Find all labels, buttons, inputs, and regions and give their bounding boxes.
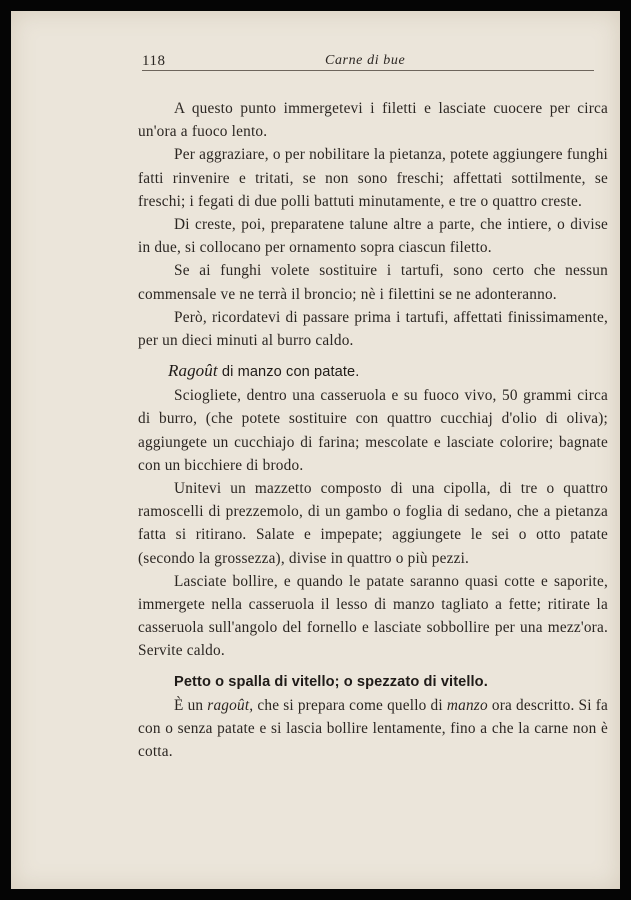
recipe-heading-ragout bbox=[168, 359, 608, 384]
book-page bbox=[11, 11, 620, 889]
paragraph-ragout-butter: Sciogliete, dentro una casseruola e su fuoco vivo, 50 grammi circa di burro, (che potete sostituire con quattro cucchiaj d'olio di oliva); aggiungete un cucchiajo di farina; mescolate e lasciate colorire; bagnate con un bicchiere di brodo. bbox=[138, 387, 608, 474]
vitello-text-a: È un bbox=[174, 696, 208, 714]
vitello-text-ragout: ragoût, bbox=[207, 696, 254, 714]
paragraph-ragout-bouquet: Unitevi un mazzetto composto di una cipolla, di tre o quattro ramoscelli di prezzemolo, di un gambo o foglia di sedano, che a pietanza fatta si ritirano. Salate e impepate; aggiungete le sei o otto patate (secondo la grossezza), divise in quattro o più pezzi. bbox=[138, 480, 608, 567]
paragraph-truffles-butter: Però, ricordatevi di passare prima i tartufi, affettati finissimamente, per un dieci minuti al burro caldo. bbox=[138, 308, 608, 350]
paragraph-crests: Di creste, poi, preparatene talune altre a parte, che intiere, o divise in due, si collocano per ornamento sopra ciascun filetto. bbox=[138, 216, 608, 257]
recipe-heading-ragout-italic: Ragoût bbox=[168, 361, 218, 381]
recipe-heading-vitello: Petto o spalla di vitello; o spezzato di vitello. bbox=[174, 673, 488, 690]
running-title: Carne di bue bbox=[325, 53, 406, 68]
page-text bbox=[138, 97, 608, 763]
recipe-heading-ragout-rest: di manzo con patate. bbox=[217, 364, 360, 381]
paragraph-vitello bbox=[138, 694, 608, 764]
paragraph-cooking-fillets: A questo punto immergetevi i filetti e lasciate cuocere per circa un'ora a fuoco lento. bbox=[138, 100, 608, 141]
paragraph-truffles: Se ai funghi volete sostituire i tartufi, sono certo che nessun commensale ve ne terrà il broncio; nè i filettini se ne adonteranno. bbox=[138, 262, 608, 303]
page-number: 118 bbox=[142, 53, 166, 69]
paragraph-ragout-simmer: Lasciate bollire, e quando le patate saranno quasi cotte e saporite, immergete nella casseruola il lesso di manzo tagliato a fette; ritirate la casseruola sull'angolo del fornello e lasciate sobbollire per una mezz'ora. Servite caldo. bbox=[138, 572, 608, 660]
header-rule bbox=[142, 70, 594, 71]
vitello-text-c: ora descritto. Si fa con o senza patate e si lascia bollire lentamente, fino a che la carne non è cotta. bbox=[138, 696, 608, 761]
vitello-text-manzo: manzo bbox=[446, 696, 488, 714]
paragraph-garnish: Per aggraziare, o per nobilitare la pietanza, potete aggiungere funghi fatti rinvenire e tritati, se non sono freschi; affettati sottilmente, se freschi; i fegati di due polli battuti minutamente, e tre o quattro creste. bbox=[138, 146, 608, 210]
vitello-text-b: che si prepara come quello di bbox=[253, 696, 447, 714]
